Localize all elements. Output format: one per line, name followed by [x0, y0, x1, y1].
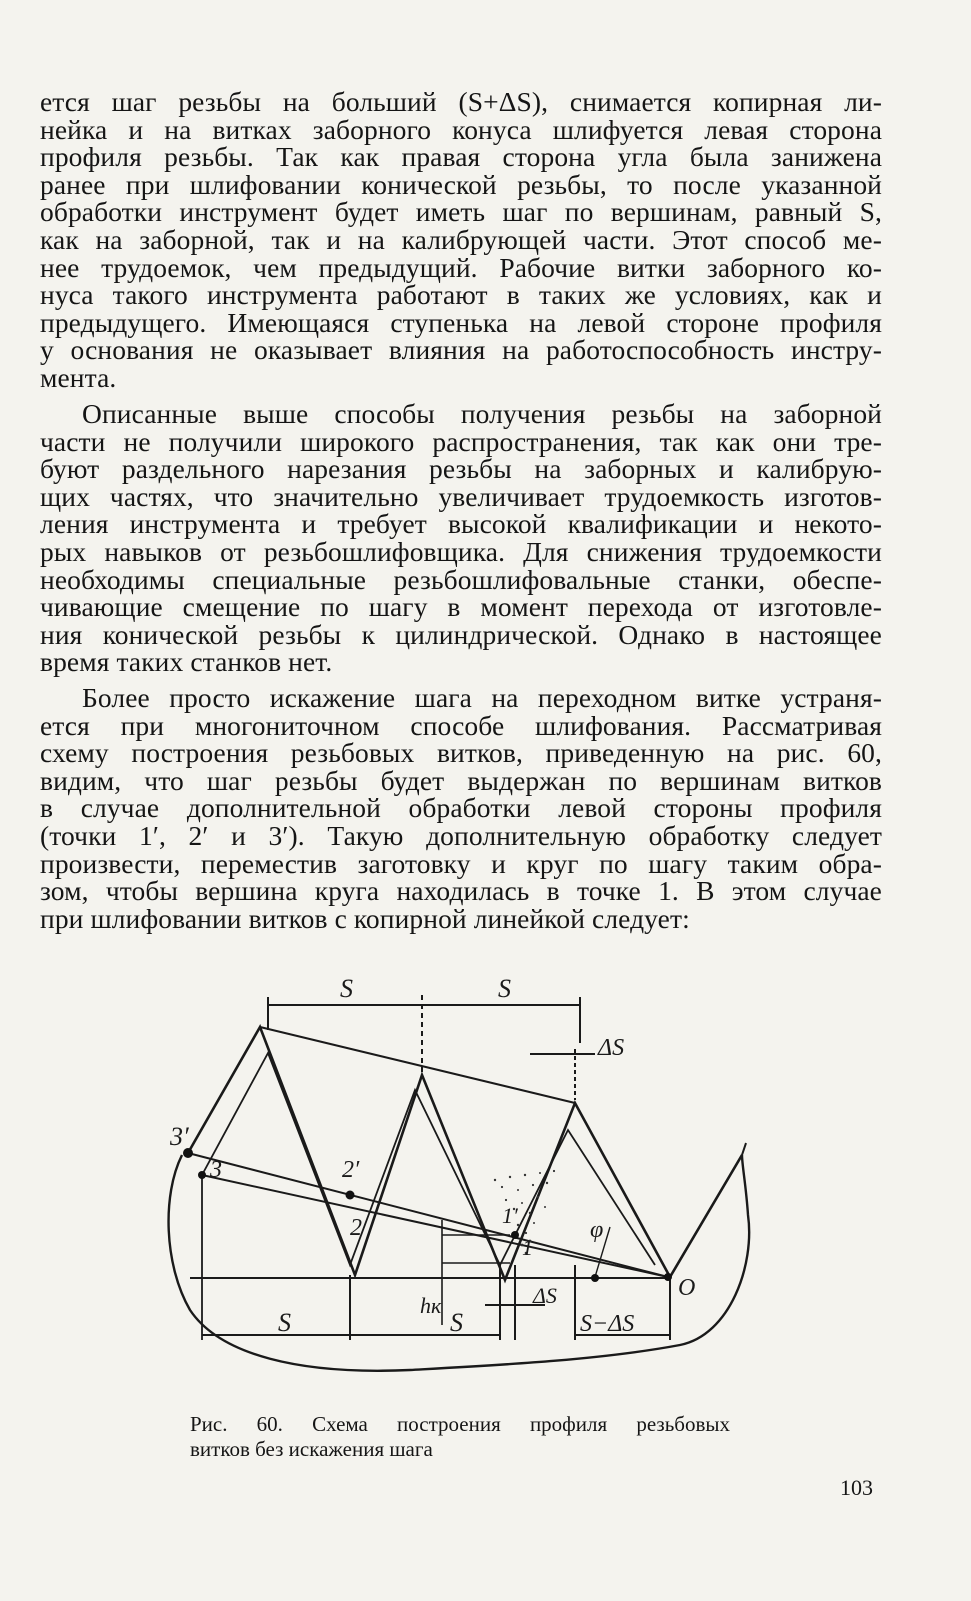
- point-2-prime: [346, 1191, 355, 1200]
- text-line: при шлифовании витков с копирной линейкой следует:: [40, 902, 690, 934]
- label-3: 3: [210, 1157, 222, 1183]
- text-line: нее трудоемок, чем предыдущий. Рабочие витки заборного ко-: [40, 251, 882, 283]
- text-line: части не получили широкого распространения, так как они тре-: [40, 425, 882, 457]
- text-line: щих частях, что значительно увеличивает трудоемкость изготов-: [40, 480, 882, 512]
- text-line: (точки 1′, 2′ и 3′). Такую дополнительную обработку следует: [40, 819, 882, 851]
- text-line: буют раздельного нарезания резьбы на заборных и калибрую-: [40, 453, 882, 485]
- label-delta-s-top: ΔS: [598, 1035, 625, 1061]
- text-line: ления инструмента и требует высокой квалификации и некото-: [40, 508, 882, 540]
- text-line: нуса такого инструмента работают в таких же условиях, как и: [40, 279, 882, 311]
- label-1: 1: [522, 1235, 533, 1260]
- label-2: 2: [350, 1215, 362, 1241]
- paragraph-2: [40, 400, 882, 676]
- thread-profile-diagram: [150, 965, 780, 1405]
- text-line: ранее при шлифовании конической резьбы, то после указанной: [40, 168, 882, 200]
- label-phi: φ: [590, 1217, 604, 1243]
- thread-profile-inner: [202, 1053, 655, 1265]
- label-1-prime: 1′: [502, 1203, 518, 1228]
- text-line: схему построения резьбовых витков, приведенную на рис. 60,: [40, 737, 882, 769]
- point-phi: [591, 1274, 599, 1282]
- label-s-bottom-2: S: [450, 1308, 463, 1337]
- text-line: мента.: [40, 361, 117, 393]
- paragraph-1: [40, 88, 882, 392]
- text-line: в случае дополнительной обработки левой стороны профиля: [40, 792, 882, 824]
- point-1-prime: [511, 1231, 519, 1239]
- caption-line-2: витков без искажения шага: [190, 1437, 433, 1461]
- text-line: зом, чтобы вершина круга находилась в точке 1. В этом случае: [40, 875, 882, 907]
- point-origin: [664, 1273, 672, 1281]
- text-line: рых навыков от резьбошлифовщика. Для снижения трудоемкости: [40, 535, 882, 567]
- text-line: время таких станков нет.: [40, 646, 333, 678]
- profile-tail: [670, 1143, 746, 1277]
- text-line: у основания не оказывает влияния на работоспособность инстру-: [40, 334, 882, 366]
- label-s-bottom-1: S: [278, 1308, 291, 1337]
- text-line: как на заборной, так и на калибрующей части. Этот способ ме-: [40, 223, 882, 255]
- text-line: Описанные выше способы получения резьбы на заборной: [82, 398, 882, 429]
- text-line: предыдущего. Имеющаяся ступенька на левой стороне профиля: [40, 306, 882, 338]
- label-2-prime: 2′: [342, 1157, 360, 1183]
- label-s-minus-delta-s: S−ΔS: [580, 1311, 635, 1337]
- label-hk: hк: [420, 1293, 442, 1318]
- text-line: произвести, переместив заготовку и круг по шагу таким обра-: [40, 847, 882, 879]
- label-origin: O: [678, 1275, 696, 1301]
- text-line: видим, что шаг резьбы будет выдержан по вершинам витков: [40, 764, 882, 796]
- text-line: обработки инструмент будет иметь шаг по вершинам, равный S,: [40, 196, 882, 228]
- label-delta-s-bottom: ΔS: [533, 1283, 557, 1308]
- figure-60-thread-scheme: [150, 965, 780, 1405]
- text-line: нейка и на витках заборного конуса шлифуется левая сторона: [40, 113, 882, 145]
- page-number: 103: [840, 1475, 873, 1500]
- figure-caption: [190, 1412, 730, 1462]
- caption-line-1: Рис. 60. Схема построения профиля резьбовых: [190, 1412, 730, 1436]
- text-line: необходимы специальные резьбошлифовальные станки, обеспе-: [40, 563, 882, 595]
- text-line: чивающие смещение по шагу в момент перехода от изготовле-: [40, 591, 882, 623]
- label-3-prime: 3′: [170, 1122, 189, 1151]
- point-3: [198, 1171, 206, 1179]
- label-s-top-1: S: [340, 974, 353, 1003]
- paragraph-3: [40, 684, 882, 932]
- text-line: профиля резьбы. Так как правая сторона угла была занижена: [40, 141, 882, 173]
- thread-profile-main: [188, 1027, 742, 1280]
- text-line: ется при многониточном способе шлифования. Рассматривая: [40, 709, 882, 741]
- taper-line-upper: [188, 1153, 668, 1277]
- text-line: Более просто искажение шага на переходном витке устраня-: [82, 682, 882, 713]
- text-line: ния конической резьбы к цилиндрической. Однако в настоящее: [40, 618, 882, 650]
- text-line: ется шаг резьбы на больший (S+ΔS), снимается копирная ли-: [40, 86, 882, 117]
- label-s-top-2: S: [498, 974, 511, 1003]
